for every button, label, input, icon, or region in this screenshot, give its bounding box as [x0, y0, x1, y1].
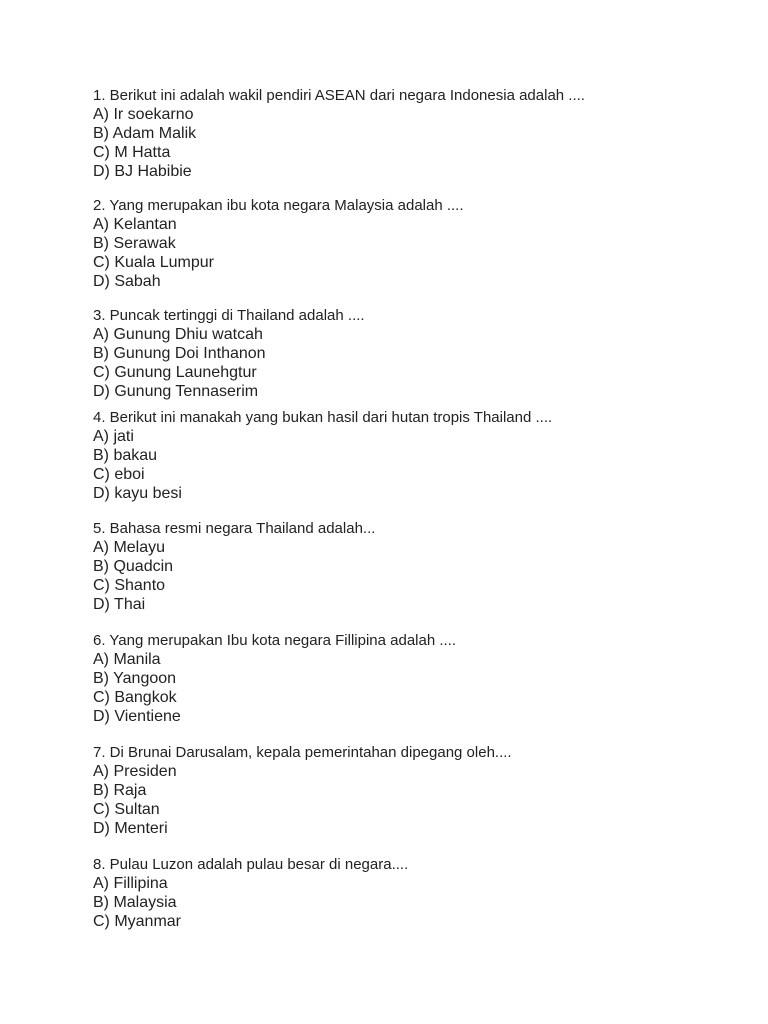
- option-d: D) Menteri: [93, 820, 168, 837]
- option-c: C) Kuala Lumpur: [93, 254, 214, 271]
- question-4: [93, 408, 733, 503]
- option-d: D) kayu besi: [93, 485, 182, 502]
- option-b: B) bakau: [93, 447, 158, 464]
- option-d: D) Sabah: [93, 273, 161, 290]
- question-text: 8. Pulau Luzon adalah pulau besar di negara....: [93, 856, 409, 873]
- question-1: [93, 86, 733, 181]
- option-c: C) Gunung Launehgtur: [93, 364, 257, 381]
- option-a: A) Ir soekarno: [93, 106, 194, 123]
- option-a: A) jati: [93, 428, 134, 445]
- question-3: [93, 306, 733, 401]
- option-a: A) Kelantan: [93, 216, 177, 233]
- option-b: B) Adam Malik: [93, 125, 197, 142]
- option-c: C) Sultan: [93, 801, 160, 818]
- option-c: C) Myanmar: [93, 913, 182, 930]
- option-b: B) Quadcin: [93, 558, 174, 575]
- option-d: D) Thai: [93, 596, 146, 613]
- option-b: B) Serawak: [93, 235, 176, 252]
- option-b: B) Yangoon: [93, 670, 177, 687]
- option-c: C) Shanto: [93, 577, 166, 594]
- option-b: B) Raja: [93, 782, 147, 799]
- option-b: B) Malaysia: [93, 894, 177, 911]
- question-5: [93, 519, 733, 614]
- option-d: D) Gunung Tennaserim: [93, 383, 259, 400]
- question-text: 6. Yang merupakan Ibu kota negara Fillipina adalah ....: [93, 632, 457, 649]
- option-a: A) Manila: [93, 651, 161, 668]
- option-a: A) Presiden: [93, 763, 177, 780]
- question-text: 1. Berikut ini adalah wakil pendiri ASEAN dari negara Indonesia adalah ....: [93, 87, 585, 104]
- option-d: D) BJ Habibie: [93, 163, 192, 180]
- question-2: [93, 196, 733, 291]
- option-b: B) Gunung Doi Inthanon: [93, 345, 266, 362]
- question-text: 4. Berikut ini manakah yang bukan hasil dari hutan tropis Thailand ....: [93, 409, 553, 426]
- option-c: C) eboi: [93, 466, 145, 483]
- question-text: 5. Bahasa resmi negara Thailand adalah...: [93, 520, 376, 537]
- option-a: A) Fillipina: [93, 875, 168, 892]
- option-c: C) Bangkok: [93, 689, 177, 706]
- question-text: 2. Yang merupakan ibu kota negara Malaysia adalah ....: [93, 197, 464, 214]
- question-text: 3. Puncak tertinggi di Thailand adalah ....: [93, 307, 365, 324]
- option-a: A) Gunung Dhiu watcah: [93, 326, 263, 343]
- question-8: [93, 855, 733, 931]
- question-6: [93, 631, 733, 726]
- question-7: [93, 743, 733, 838]
- option-c: C) M Hatta: [93, 144, 171, 161]
- question-text: 7. Di Brunai Darusalam, kepala pemerintahan dipegang oleh....: [93, 744, 512, 761]
- option-a: A) Melayu: [93, 539, 166, 556]
- option-d: D) Vientiene: [93, 708, 181, 725]
